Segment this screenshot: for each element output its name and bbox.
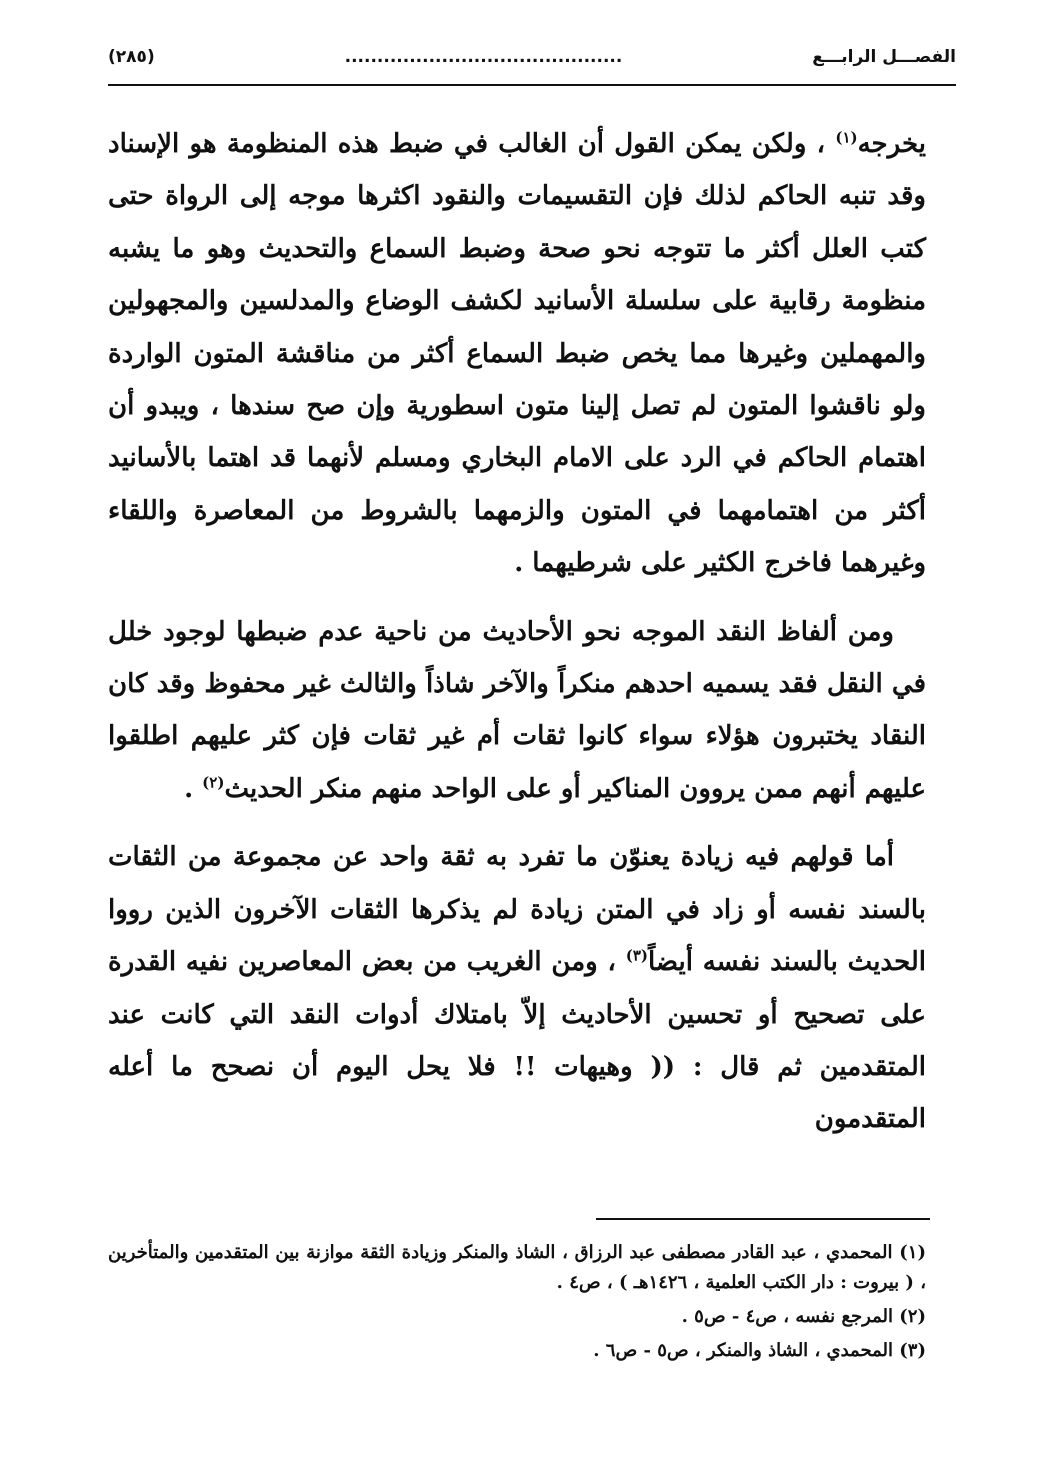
footnote-separator bbox=[596, 1218, 930, 1220]
paragraph-2 bbox=[108, 606, 926, 816]
header-rule bbox=[108, 84, 956, 86]
footnote-3 bbox=[108, 1336, 926, 1366]
paragraph-text: ومن ألفاظ النقد الموجه نحو الأحاديث من ناحية عدم ضبطها لوجود خلل في النقل فقد يسميه احدهم منكراً والآخر شاذاً والثالث غير محفوظ وقد كان النقاد يختبرون هؤلاء سواء كانوا ثقات أم غير ثقات فإن كثر عليهم اطلقوا عليهم أنهم ممن يروون المناكير أو على الواحد منهم منكر الحديث bbox=[108, 616, 926, 804]
footnote-number: (١) bbox=[899, 1242, 926, 1263]
paragraph-text: يخرجه bbox=[857, 129, 926, 159]
paragraph-text: . bbox=[184, 773, 203, 804]
paragraph-text: ، ومن الغريب من بعض المعاصرين نفيه القدرة على تصحيح أو تحسين الأحاديث إلاّ بامتلاك أدوات النقد التي كانت عند المتقدمين ثم قال : (( وهيهات !! فلا يحل اليوم أن نصحح ما أعله المتقدمون bbox=[108, 947, 926, 1135]
footnote-2 bbox=[108, 1302, 926, 1332]
running-header bbox=[108, 40, 956, 74]
footnote-reference[interactable]: (٢) bbox=[202, 773, 225, 792]
footnote-reference[interactable]: (٣) bbox=[625, 946, 648, 965]
footnotes bbox=[108, 1238, 926, 1370]
paragraph-3 bbox=[108, 831, 926, 1145]
footnote-number: (٣) bbox=[899, 1340, 926, 1361]
paragraph-1 bbox=[108, 118, 926, 590]
leader-dots: ........................................... bbox=[344, 47, 623, 67]
footnote-reference[interactable]: (١) bbox=[835, 128, 858, 147]
paragraph-text: ، ولكن يمكن القول أن الغالب في ضبط هذه المنظومة هو الإسناد وقد تنبه الحاكم لذلك فإن التقسيمات والنقود اكثرها موجه إلى الرواة حتى كتب العلل أكثر ما تتوجه نحو صحة وضبط السماع والتحديث وهو ما يشبه منظومة رقابية على سلسلة الأسانيد لكشف الوضاع والمدلسين والمجهولين والمهملين وغيرها مما يخص ضبط السماع أكثر من مناقشة المتون الواردة ولو ناقشوا المتون لم تصل إلينا متون اسطورية وإن صح سندها ، ويبدو أن اهتمام الحاكم في الرد على الامام البخاري ومسلم لأنهما قد اهتما بالأسانيد أكثر من اهتمامهما في المتون والزمهما بالشروط من المعاصرة واللقاء وغيرهما فاخرج الكثير على شرطيهما . bbox=[108, 129, 926, 579]
footnote-text: المرجع نفسه ، ص٤ - ص٥ . bbox=[681, 1306, 893, 1327]
footnote-number: (٢) bbox=[899, 1306, 926, 1327]
footnote-text: المحمدي ، الشاذ والمنكر ، ص٥ - ص٦ . bbox=[593, 1340, 893, 1361]
paragraph-text: أما قولهم فيه زيادة يعنوّن ما تفرد به ثقة واحد عن مجموعة من الثقات بالسند نفسه أو زاد في المتن زيادة لم يذكرها الثقات الآخرون الذين رووا الحديث بالسند نفسه أيضاً bbox=[108, 842, 927, 978]
chapter-title: الفصـــل الرابـــع bbox=[812, 47, 956, 67]
footnote-1 bbox=[108, 1238, 926, 1298]
page-number: (٢٨٥) bbox=[108, 47, 155, 67]
main-text bbox=[108, 118, 926, 1162]
footnote-text: المحمدي ، عبد القادر مصطفى عبد الرزاق ، الشاذ والمنكر وزيادة الثقة موازنة بين المتقدمين والمتأخرين ، ( بيروت : دار الكتب العلمية ، ١٤٢٦هـ ) ، ص٤ . bbox=[108, 1242, 926, 1293]
